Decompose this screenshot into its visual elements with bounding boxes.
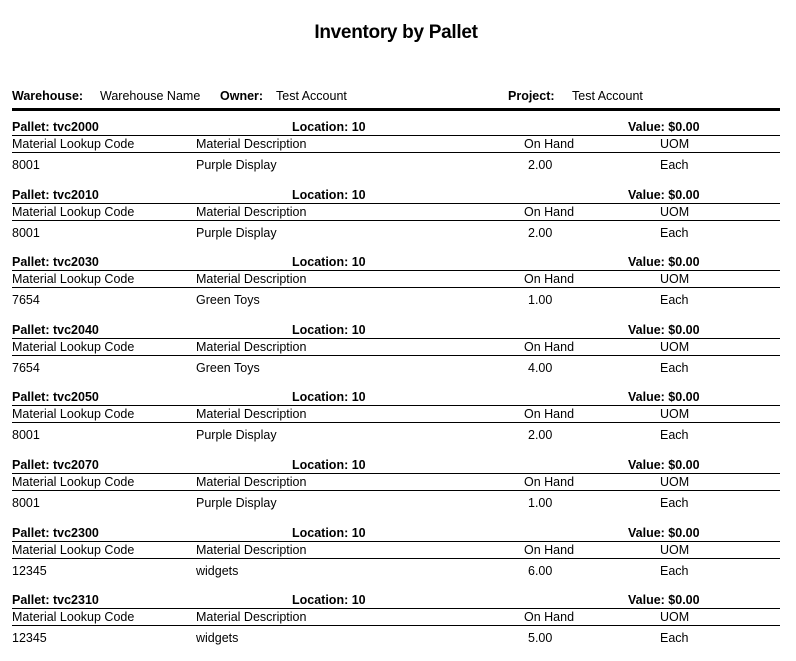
material-lookup-code: 8001 xyxy=(12,225,40,240)
pallet-list xyxy=(12,120,782,661)
pallet-header-divider xyxy=(12,135,780,136)
column-header-uom: UOM xyxy=(660,610,690,625)
column-header-description: Material Description xyxy=(196,610,307,625)
pallet-id: Pallet: tvc2040 xyxy=(12,322,99,337)
pallet-location: Location: 10 xyxy=(292,390,366,405)
column-header-description: Material Description xyxy=(196,272,307,287)
column-header-on-hand: On Hand xyxy=(524,542,575,557)
pallet-header xyxy=(12,390,780,405)
unit-of-measure: Each xyxy=(660,495,689,510)
column-header-lookup-code: Material Lookup Code xyxy=(12,339,135,354)
material-description: Purple Display xyxy=(196,495,277,510)
column-header-lookup-code: Material Lookup Code xyxy=(12,542,135,557)
unit-of-measure: Each xyxy=(660,428,689,443)
column-header-divider xyxy=(12,355,780,356)
column-header-uom: UOM xyxy=(660,407,690,422)
material-lookup-code: 7654 xyxy=(12,360,40,375)
owner-value: Test Account xyxy=(276,89,347,103)
column-header-on-hand: On Hand xyxy=(524,610,575,625)
column-header-on-hand: On Hand xyxy=(524,474,575,489)
pallet-block xyxy=(12,593,782,661)
table-row xyxy=(12,226,780,241)
pallet-value: Value: $0.00 xyxy=(628,457,700,472)
pallet-location: Location: 10 xyxy=(292,187,366,202)
table-row xyxy=(12,361,780,376)
material-description: Purple Display xyxy=(196,428,277,443)
column-header-on-hand: On Hand xyxy=(524,407,575,422)
pallet-value: Value: $0.00 xyxy=(628,187,700,202)
column-header-lookup-code: Material Lookup Code xyxy=(12,272,135,287)
pallet-header xyxy=(12,323,780,338)
column-header-lookup-code: Material Lookup Code xyxy=(12,137,135,151)
pallet-block xyxy=(12,188,782,256)
column-header-divider xyxy=(12,152,780,153)
material-description: Green Toys xyxy=(196,360,260,375)
table-row xyxy=(12,496,780,511)
column-header-row xyxy=(12,475,780,490)
pallet-value: Value: $0.00 xyxy=(628,322,700,337)
column-header-divider xyxy=(12,220,780,221)
pallet-header-divider xyxy=(12,473,780,474)
pallet-location: Location: 10 xyxy=(292,120,366,134)
column-header-description: Material Description xyxy=(196,137,307,151)
column-header-on-hand: On Hand xyxy=(524,137,575,151)
column-header-lookup-code: Material Lookup Code xyxy=(12,610,135,625)
column-header-divider xyxy=(12,625,780,626)
column-header-lookup-code: Material Lookup Code xyxy=(12,407,135,422)
column-header-row xyxy=(12,543,780,558)
column-header-row xyxy=(12,340,780,355)
pallet-id: Pallet: tvc2050 xyxy=(12,390,99,405)
pallet-value: Value: $0.00 xyxy=(628,390,700,405)
pallet-block xyxy=(12,526,782,594)
table-row xyxy=(12,564,780,579)
column-header-uom: UOM xyxy=(660,204,690,219)
unit-of-measure: Each xyxy=(660,293,689,308)
pallet-header-divider xyxy=(12,338,780,339)
pallet-location: Location: 10 xyxy=(292,255,366,270)
column-header-description: Material Description xyxy=(196,407,307,422)
material-lookup-code: 7654 xyxy=(12,293,40,308)
material-description: Green Toys xyxy=(196,293,260,308)
column-header-uom: UOM xyxy=(660,474,690,489)
column-header-divider xyxy=(12,490,780,491)
material-lookup-code: 8001 xyxy=(12,158,40,172)
unit-of-measure: Each xyxy=(660,225,689,240)
table-row xyxy=(12,158,780,173)
table-row xyxy=(12,631,780,646)
material-lookup-code: 12345 xyxy=(12,631,47,646)
column-header-row xyxy=(12,407,780,422)
material-description: widgets xyxy=(196,631,239,646)
material-lookup-code: 12345 xyxy=(12,563,47,578)
column-header-uom: UOM xyxy=(660,137,690,151)
column-header-on-hand: On Hand xyxy=(524,204,575,219)
column-header-description: Material Description xyxy=(196,339,307,354)
pallet-header xyxy=(12,458,780,473)
column-header-row xyxy=(12,610,780,625)
pallet-header-divider xyxy=(12,405,780,406)
material-description: Purple Display xyxy=(196,225,277,240)
pallet-header xyxy=(12,188,780,203)
pallet-header xyxy=(12,593,780,608)
pallet-value: Value: $0.00 xyxy=(628,525,700,540)
project-value: Test Account xyxy=(572,89,643,103)
pallet-location: Location: 10 xyxy=(292,593,366,608)
on-hand-quantity: 2.00 xyxy=(528,158,553,172)
pallet-id: Pallet: tvc2310 xyxy=(12,593,99,608)
pallet-value: Value: $0.00 xyxy=(628,255,700,270)
column-header-description: Material Description xyxy=(196,474,307,489)
pallet-id: Pallet: tvc2000 xyxy=(12,120,99,134)
column-header-uom: UOM xyxy=(660,339,690,354)
pallet-block xyxy=(12,120,782,188)
column-header-uom: UOM xyxy=(660,542,690,557)
report-header xyxy=(12,89,782,105)
pallet-header-divider xyxy=(12,608,780,609)
on-hand-quantity: 2.00 xyxy=(528,428,553,443)
project-label: Project: xyxy=(508,89,555,103)
table-row xyxy=(12,428,780,443)
warehouse-label: Warehouse: xyxy=(12,89,84,103)
pallet-header xyxy=(12,255,780,270)
column-header-on-hand: On Hand xyxy=(524,339,575,354)
column-header-row xyxy=(12,137,780,152)
pallet-id: Pallet: tvc2300 xyxy=(12,525,99,540)
column-header-divider xyxy=(12,422,780,423)
on-hand-quantity: 5.00 xyxy=(528,631,553,646)
on-hand-quantity: 4.00 xyxy=(528,360,553,375)
column-header-on-hand: On Hand xyxy=(524,272,575,287)
on-hand-quantity: 6.00 xyxy=(528,563,553,578)
owner-label: Owner: xyxy=(220,89,264,103)
pallet-header-divider xyxy=(12,270,780,271)
pallet-location: Location: 10 xyxy=(292,525,366,540)
pallet-id: Pallet: tvc2010 xyxy=(12,187,99,202)
column-header-divider xyxy=(12,558,780,559)
pallet-id: Pallet: tvc2030 xyxy=(12,255,99,270)
material-lookup-code: 8001 xyxy=(12,495,40,510)
material-description: widgets xyxy=(196,563,239,578)
unit-of-measure: Each xyxy=(660,631,689,646)
pallet-location: Location: 10 xyxy=(292,457,366,472)
pallet-location: Location: 10 xyxy=(292,322,366,337)
pallet-header xyxy=(12,526,780,541)
unit-of-measure: Each xyxy=(660,158,689,172)
column-header-description: Material Description xyxy=(196,542,307,557)
unit-of-measure: Each xyxy=(660,360,689,375)
material-description: Purple Display xyxy=(196,158,277,172)
column-header-divider xyxy=(12,287,780,288)
pallet-value: Value: $0.00 xyxy=(628,120,700,134)
material-lookup-code: 8001 xyxy=(12,428,40,443)
column-header-lookup-code: Material Lookup Code xyxy=(12,474,135,489)
pallet-header xyxy=(12,120,780,135)
column-header-uom: UOM xyxy=(660,272,690,287)
column-header-row xyxy=(12,272,780,287)
report-title: Inventory by Pallet xyxy=(314,22,478,43)
pallet-block xyxy=(12,390,782,458)
column-header-description: Material Description xyxy=(196,204,307,219)
on-hand-quantity: 1.00 xyxy=(528,495,553,510)
header-divider xyxy=(12,108,780,111)
on-hand-quantity: 2.00 xyxy=(528,225,553,240)
pallet-block xyxy=(12,323,782,391)
pallet-value: Value: $0.00 xyxy=(628,593,700,608)
pallet-block xyxy=(12,255,782,323)
pallet-header-divider xyxy=(12,203,780,204)
on-hand-quantity: 1.00 xyxy=(528,293,553,308)
column-header-lookup-code: Material Lookup Code xyxy=(12,204,135,219)
warehouse-value: Warehouse Name xyxy=(100,89,201,103)
pallet-header-divider xyxy=(12,541,780,542)
table-row xyxy=(12,293,780,308)
pallet-id: Pallet: tvc2070 xyxy=(12,457,99,472)
unit-of-measure: Each xyxy=(660,563,689,578)
pallet-block xyxy=(12,458,782,526)
column-header-row xyxy=(12,205,780,220)
